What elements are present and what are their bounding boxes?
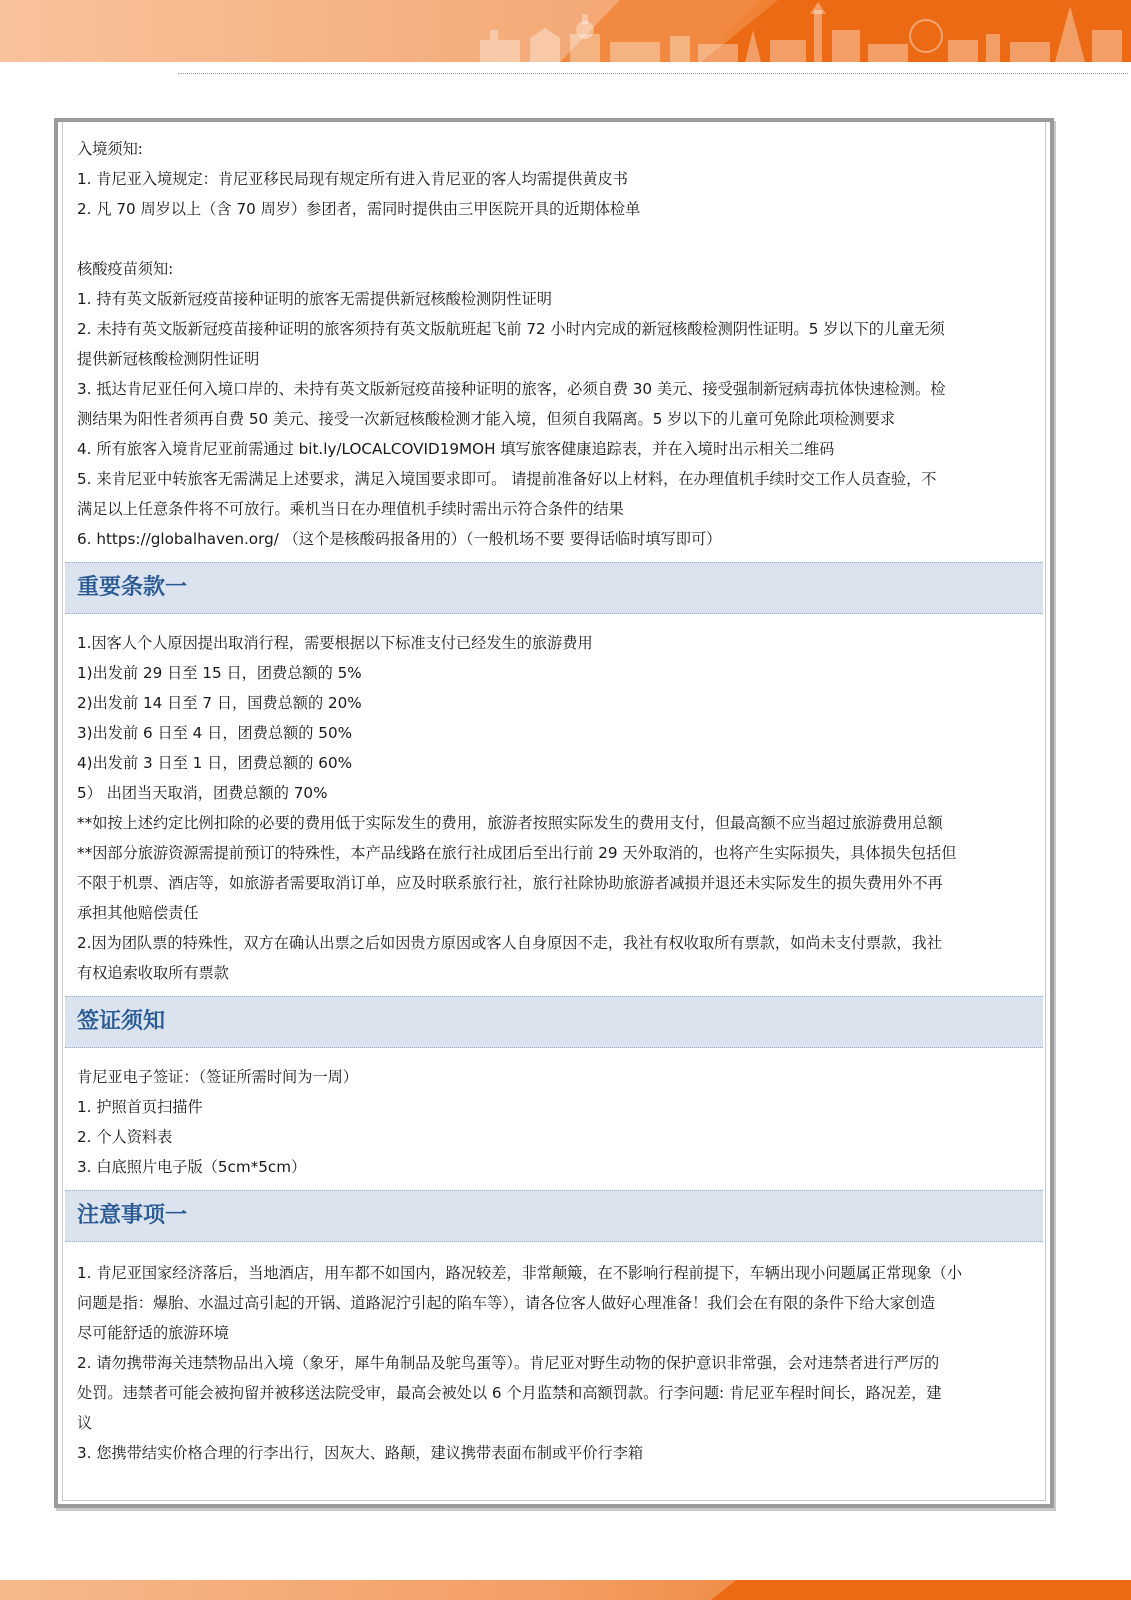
- terms-line: 有权追索收取所有票款: [77, 964, 229, 982]
- vaccine-notice-line: 2. 未持有英文版新冠疫苗接种证明的旅客须持有英文版航班起飞前 72 小时内完成的新冠核酸检测阴性证明。5 岁以下的儿童无须: [77, 320, 945, 338]
- terms-line: 2)出发前 14 日至 7 日，国费总额的 20%: [77, 694, 362, 712]
- header-divider: [178, 73, 1128, 74]
- vaccine-notice-line: 6. https://globalhaven.org/ （这个是核酸码报备用的）（一般机场不要 要得话临时填写即可）: [77, 530, 722, 548]
- terms-line: 1.因客人个人原因提出取消行程，需要根据以下标准支付已经发生的旅游费用: [77, 634, 593, 652]
- entry-notice-item: 1. 肯尼亚入境规定：肯尼亚移民局现有规定所有进入肯尼亚的客人均需提供黄皮书: [77, 170, 628, 188]
- terms-line: 2.因为团队票的特殊性，双方在确认出票之后如因贵方原因或客人自身原因不走，我社有权收取所有票款，如尚未支付票款，我社: [77, 934, 942, 952]
- city-skyline-icon: [470, 0, 1130, 62]
- terms-line: 不限于机票、酒店等，如旅游者需要取消订单，应及时联系旅行社，旅行社除协助旅游者减损并退还未实际发生的损失费用外不再: [77, 874, 943, 892]
- content-frame: [54, 118, 1054, 1508]
- terms-line: 1)出发前 29 日至 15 日，团费总额的 5%: [77, 664, 362, 682]
- visa-heading: 签证须知: [77, 1009, 166, 1034]
- notes-line: 2. 请勿携带海关违禁物品出入境（象牙，犀牛角制品及鸵鸟蛋等）。肯尼亚对野生动物的保护意识非常强，会对违禁者进行严厉的: [77, 1354, 940, 1372]
- notes-line: 3. 您携带结实价格合理的行李出行，因灰大、路颠，建议携带表面布制或平价行李箱: [77, 1444, 644, 1462]
- notes-line: 1. 肯尼亚国家经济落后，当地酒店，用车都不如国内，路况较差，非常颠簸，在不影响行程前提下，车辆出现小问题属正常现象（小: [77, 1264, 963, 1282]
- bottom-banner: [0, 1580, 1131, 1600]
- vaccine-notice-line: 1. 持有英文版新冠疫苗接种证明的旅客无需提供新冠核酸检测阴性证明: [77, 290, 552, 308]
- notes-line: 议: [77, 1414, 93, 1432]
- terms-line: 承担其他赔偿责任: [77, 904, 199, 922]
- visa-line: 1. 护照首页扫描件: [77, 1098, 203, 1116]
- terms-heading: 重要条款一: [77, 575, 188, 600]
- notes-line: 问题是指：爆胎、水温过高引起的开锅、道路泥泞引起的陷车等），请各位客人做好心理准备！我们会在有限的条件下给大家创造: [77, 1294, 936, 1312]
- terms-line: 4)出发前 3 日至 1 日，团费总额的 60%: [77, 754, 353, 772]
- notes-heading: 注意事项一: [77, 1203, 188, 1228]
- notes-section-header: [65, 1190, 1043, 1242]
- bottom-banner-dark-band: [711, 1580, 1131, 1600]
- vaccine-notice-line: 5. 来肯尼亚中转旅客无需满足上述要求，满足入境国要求即可。 请提前准备好以上材料，在办理值机手续时交工作人员查验，不: [77, 470, 937, 488]
- visa-section-header: [65, 996, 1043, 1048]
- vaccine-notice-line: 提供新冠核酸检测阴性证明: [77, 350, 260, 368]
- terms-line: **因部分旅游资源需提前预订的特殊性，本产品线路在旅行社成团后至出行前 29 天外取消的，也将产生实际损失，具体损失包括但: [77, 844, 957, 862]
- terms-line: 3)出发前 6 日至 4 日，团费总额的 50%: [77, 724, 353, 742]
- visa-line: 3. 白底照片电子版（5cm*5cm）: [77, 1158, 307, 1176]
- terms-section-header: [65, 562, 1043, 614]
- vaccine-notice-title: 核酸疫苗须知:: [77, 260, 174, 278]
- vaccine-notice-line: 满足以上任意条件将不可放行。乘机当日在办理值机手续时需出示符合条件的结果: [77, 500, 624, 518]
- top-banner: [0, 0, 1131, 62]
- vaccine-notice-line: 3. 抵达肯尼亚任何入境口岸的、未持有英文版新冠疫苗接种证明的旅客，必须自费 30 美元、接受强制新冠病毒抗体快速检测。检: [77, 380, 946, 398]
- notes-line: 尽可能舒适的旅游环境: [77, 1324, 229, 1342]
- visa-line: 2. 个人资料表: [77, 1128, 173, 1146]
- terms-line: **如按上述约定比例扣除的必要的费用低于实际发生的费用，旅游者按照实际发生的费用支付，但最高额不应当超过旅游费用总额: [77, 814, 943, 832]
- visa-line: 肯尼亚电子签证：（签证所需时间为一周）: [77, 1068, 358, 1086]
- content-frame-inner: [62, 122, 1046, 1501]
- notes-line: 处罚。违禁者可能会被拘留并被移送法院受审，最高会被处以 6 个月监禁和高额罚款。行李问题: 肯尼亚车程时间长，路况差，建: [77, 1384, 942, 1402]
- vaccine-notice-line: 4. 所有旅客入境肯尼亚前需通过 bit.ly/LOCALCOVID19MOH 填写旅客健康追踪表，并在入境时出示相关二维码: [77, 440, 835, 458]
- terms-line: 5） 出团当天取消，团费总额的 70%: [77, 784, 328, 802]
- entry-notice-item: 2. 凡 70 周岁以上（含 70 周岁）参团者，需同时提供由三甲医院开具的近期体检单: [77, 200, 641, 218]
- vaccine-notice-line: 测结果为阳性者须再自费 50 美元、接受一次新冠核酸检测才能入境，但须自我隔离。5 岁以下的儿童可免除此项检测要求: [77, 410, 896, 428]
- entry-notice-title: 入境须知:: [77, 140, 143, 158]
